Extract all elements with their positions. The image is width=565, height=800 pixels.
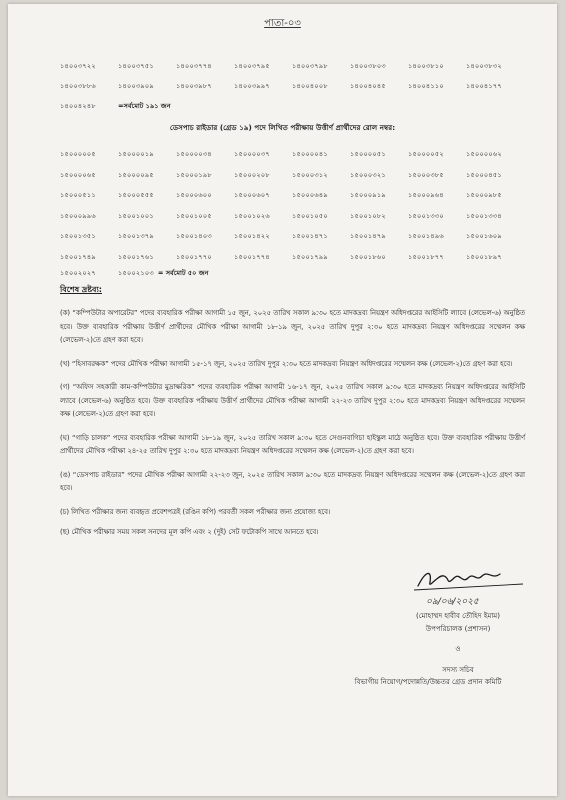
roll-number: ১৫০০১৬০৯ xyxy=(466,232,502,241)
roll-row xyxy=(60,76,525,96)
roll-number: ১৫০০২১০৩ xyxy=(118,269,154,277)
roll-number: ১৪০০৪১৭৭ xyxy=(466,82,502,90)
roll-row xyxy=(60,247,525,268)
signatory-role: সদস্য সচিব xyxy=(442,665,474,674)
roll-number: ১৫০০০০৫১ xyxy=(350,150,386,159)
roll-total-line-previous xyxy=(60,96,525,116)
roll-number: ১৫০০১৭৯৯ xyxy=(292,252,328,261)
page-number: পাতা-০৩ xyxy=(264,18,301,29)
roll-number: ১৫০০১০৮২ xyxy=(350,211,386,220)
roll-number: ১৫০০১৪২২ xyxy=(234,232,270,241)
roll-number: ১৪০০৩৯৯৭ xyxy=(234,82,270,90)
roll-number: ১৫০০০০৯৫ xyxy=(118,170,154,179)
signature-date: ০৯/০৬/২০২৫ xyxy=(426,597,479,607)
roll-number: ১৫০০০৯৯৬ xyxy=(60,211,96,220)
roll-grid-despatch-rider xyxy=(60,144,525,267)
roll-row xyxy=(60,144,525,165)
roll-grid-previous xyxy=(60,56,525,96)
roll-number: ১৪০০৪১১০ xyxy=(408,82,444,90)
roll-number: ১৪০০৩৭৭৪ xyxy=(176,62,212,70)
note-cha: (চ) লিখিত পরীক্ষার জন্য ব্যবহৃত প্রবেশপত্রই (রঙিন কপি) পরবর্তী সকল পরীক্ষার জন্য প্রযোজ্য হবে। xyxy=(60,507,331,516)
roll-number: ১৪০০৩৭৯৫ xyxy=(234,62,270,70)
note-kha: (খ) “হিসাবরক্ষক” পদের মৌখিক পরীক্ষা আগামী ১৫-১৭ জুন, ২০২৫ তারিখ দুপুর ২:৩০ হতে মাদকদ্রব্য নিয়ন্ত্রণ অধিদপ্তরের সম্মেলন কক্ষ (লেভেল-২)তে গ্রহণ করা হবে। xyxy=(60,359,513,368)
roll-number: ১৫০০১০২৬ xyxy=(234,211,270,220)
roll-number: ১৫০০০৩৮৫ xyxy=(408,170,444,179)
roll-number: ১৫০০১৩৭৯ xyxy=(118,232,154,241)
roll-row xyxy=(60,165,525,186)
notes-title: বিশেষ দ্রষ্টব্য: xyxy=(60,285,102,294)
roll-number: ১৫০০০০৩৪ xyxy=(176,150,212,159)
signatory-block xyxy=(354,610,548,689)
roll-number: ১৫০০০১৯৮ xyxy=(176,170,212,179)
roll-number: ১৫০০০৪৫১ xyxy=(466,170,502,179)
section-heading: ডেসপাচ রাইডার (গ্রেড ১৯) পদে লিখিত পরীক্ষায় উত্তীর্ণ প্রার্থীদের রোল নম্বর: xyxy=(169,123,396,132)
roll-number: ১৫০০০৩১২ xyxy=(292,170,328,179)
note-chha: (ছ) মৌখিক পরীক্ষার সময় সকল সনদের মূল কপি এবং ২ (দুই) সেট ফটোকপি সাথে আনতে হবে। xyxy=(60,528,319,536)
roll-number: ১৫০০০৫১১ xyxy=(60,191,96,200)
signatory-committee: বিভাগীয় নিয়োগ/পদোন্নতি/উচ্চতর গ্রেড প্রদান কমিটি xyxy=(354,678,502,686)
roll-number: ১৫০০০৬০৭ xyxy=(234,191,270,200)
roll-number: ১৫০০০৯৬৪ xyxy=(408,191,444,200)
roll-row xyxy=(60,206,525,227)
roll-number: ১৪০০৪০৪৫ xyxy=(350,82,386,90)
roll-number: ১৪০০৩৯০৯ xyxy=(118,82,154,90)
total-count: = সর্বমোট ৫০ জন xyxy=(157,269,209,277)
total-count: =সর্বমোট ১৯১ জন xyxy=(118,102,171,110)
roll-number: ১৫০০০০০৫ xyxy=(60,150,96,159)
roll-number: ১৫০০০০৬২ xyxy=(466,150,502,159)
roll-number: ১৫০০০৯৮৫ xyxy=(466,191,502,200)
roll-number: ১৫০০১০০৫ xyxy=(176,211,212,220)
roll-number: ১৫০০০০৪১ xyxy=(292,150,328,159)
roll-total-line-despatch-rider xyxy=(60,267,525,279)
note-gha: (ঘ) “গাড়ি চালক” পদের ব্যবহারিক পরীক্ষা আগামী ১৮-১৯ জুন, ২০২৫ তারিখ সকাল ৯:৩০ হতে সেগুনবাগিচা হাইস্কুল মাঠে অনুষ্ঠিত হবে। উক্ত ব্যবহারিক পরীক্ষায় উত্তীর্ণ প্রার্থীদের মৌখিক পরীক্ষা ২৪-২৫ তারিখ দুপুর ২:৩০ হতে মাদকদ্রব্য নিয়ন্ত্রণ অধিদপ্তরের সম্মেলন কক্ষ (লেভেল-২)তে গ্রহণ করা হবে। xyxy=(60,433,525,455)
roll-number: ১৫০০২০২৭ xyxy=(60,269,96,277)
special-notes xyxy=(60,284,525,547)
roll-number: ১৫০০০৬৪৯ xyxy=(292,191,328,200)
signatory-designation: উপপরিচালক (প্রশাসন) xyxy=(425,624,491,633)
roll-number: ১৪০০৪০০৮ xyxy=(292,82,328,90)
roll-number: ১৫০০১৭৭৪ xyxy=(234,252,270,261)
roll-number: ১৫০০০২০৮ xyxy=(234,170,270,179)
roll-row xyxy=(60,56,525,76)
roll-number: ১৫০০১৭৭০ xyxy=(176,252,212,261)
roll-number: ১৫০০০০১৯ xyxy=(118,150,154,159)
roll-number: ১৫০০১৩৩৪ xyxy=(466,211,502,220)
roll-number: ১৫০০১৮৭৭ xyxy=(408,252,444,261)
note-ga: (গ) “অফিস সহকারী কাম-কম্পিউটার মুদ্রাক্ষরিক” পদের ব্যবহারিক পরীক্ষা আগামী ১৬-১৭ জুন, ২০২৫ তারিখ সকাল ৯:৩০ হতে মাদকদ্রব্য নিয়ন্ত্রণ অধিদপ্তরের আইসিটি ল্যাবে (লেভেল-৬) অনুষ্ঠিত হবে। উক্ত ব্যবহারিক পরীক্ষায় উত্তীর্ণ প্রার্থীদের মৌখিক পরীক্ষা আগামী ২২-২৩ তারিখ দুপুর ২:৩০ হতে মাদকদ্রব্য নিয়ন্ত্রণ অধিদপ্তরের সম্মেলন কক্ষ (লেভেল-২)তে গ্রহণ করা হবে। xyxy=(60,383,525,418)
roll-number: ১৫০০০০৫২ xyxy=(408,150,444,159)
roll-number: ১৫০০০০৩৭ xyxy=(234,150,270,159)
roll-number: ১৫০০১০০১ xyxy=(118,211,154,220)
roll-number: ১৫০০১৪৭৯ xyxy=(350,232,386,241)
note-ka: (ক) “কম্পিউটার অপারেটর” পদের ব্যবহারিক পরীক্ষা আগামী ১৫ জুন, ২০২৫ তারিখ সকাল ৯:৩০ হতে মাদকদ্রব্য নিয়ন্ত্রণ অধিদপ্তরের আইসিটি ল্যাবে (লেভেল-৬) অনুষ্ঠিত হবে। উক্ত ব্যবহারিক পরীক্ষায় উত্তীর্ণ প্রার্থীদের মৌখিক পরীক্ষা আগামী ১৮-১৯ জুন, ২০২৫ তারিখ দুপুর ২:৩০ হতে মাদকদ্রব্য নিয়ন্ত্রণ অধিদপ্তরের সম্মেলন কক্ষ (লেভেল-২)তে গ্রহণ করা হবে। xyxy=(60,309,525,344)
roll-number: ১৫০০১৩৫১ xyxy=(60,232,96,241)
roll-number: ১৫০০১৩৩০ xyxy=(408,211,444,220)
roll-number: ১৪০০৩৮০৩ xyxy=(350,62,386,70)
roll-number: ১৫০০০৬০০ xyxy=(176,191,212,200)
roll-number: ১৫০০১৭৬১ xyxy=(118,252,154,261)
signatory-and: ও xyxy=(455,645,461,653)
roll-number: ১৫০০১৮৬০ xyxy=(350,252,386,261)
roll-number: ১৫০০০৯১৯ xyxy=(350,191,386,200)
roll-number: ১৫০০১৮৯৭ xyxy=(466,252,502,261)
roll-number: ১৫০০১৪৯৬ xyxy=(408,232,444,241)
roll-number: ১৪০০৩৭২২ xyxy=(60,62,96,70)
roll-number: ১৪০০৪২৪৮ xyxy=(60,102,96,110)
roll-number: ১৪০০৩৯৮৭ xyxy=(176,82,212,90)
roll-number: ১৫০০০৫৫৫ xyxy=(118,191,154,200)
handwritten-signature xyxy=(388,564,538,594)
signatory-name: (মোহাম্মদ হাবীব তৌহিদ ইমাম) xyxy=(416,612,500,620)
roll-row xyxy=(60,185,525,206)
roll-number: ১৪০০৩৮৮৬ xyxy=(60,82,96,90)
roll-number: ১৫০০০৩২১ xyxy=(350,170,386,179)
roll-number: ১৪০০৩৭৫১ xyxy=(118,62,154,70)
roll-number: ১৪০০৩৮১০ xyxy=(408,62,444,70)
roll-number: ১৫০০০০৬৫ xyxy=(60,170,96,179)
document-page xyxy=(8,4,557,796)
note-uma: (ঙ) “ডেসপাচ রাইডার” পদের মৌখিক পরীক্ষা আগামী ২২-২৩ জুন, ২০২৫ তারিখ সকাল ৯:৩০ হতে মাদকদ্রব্য নিয়ন্ত্রণ অধিদপ্তরের সম্মেলন কক্ষ (লেভেল-২)তে গ্রহণ করা হবে। xyxy=(60,470,525,492)
roll-row xyxy=(60,226,525,247)
roll-number: ১৫০০১৪০৩ xyxy=(176,232,212,241)
roll-number: ১৫০০১০৫০ xyxy=(292,211,328,220)
roll-number: ১৫০০১৭৪৯ xyxy=(60,252,96,261)
roll-number: ১৪০০৩৭৯৮ xyxy=(292,62,328,70)
roll-number: ১৪০০৩৮৩২ xyxy=(466,62,502,70)
roll-number: ১৫০০১৪৭১ xyxy=(292,232,328,241)
